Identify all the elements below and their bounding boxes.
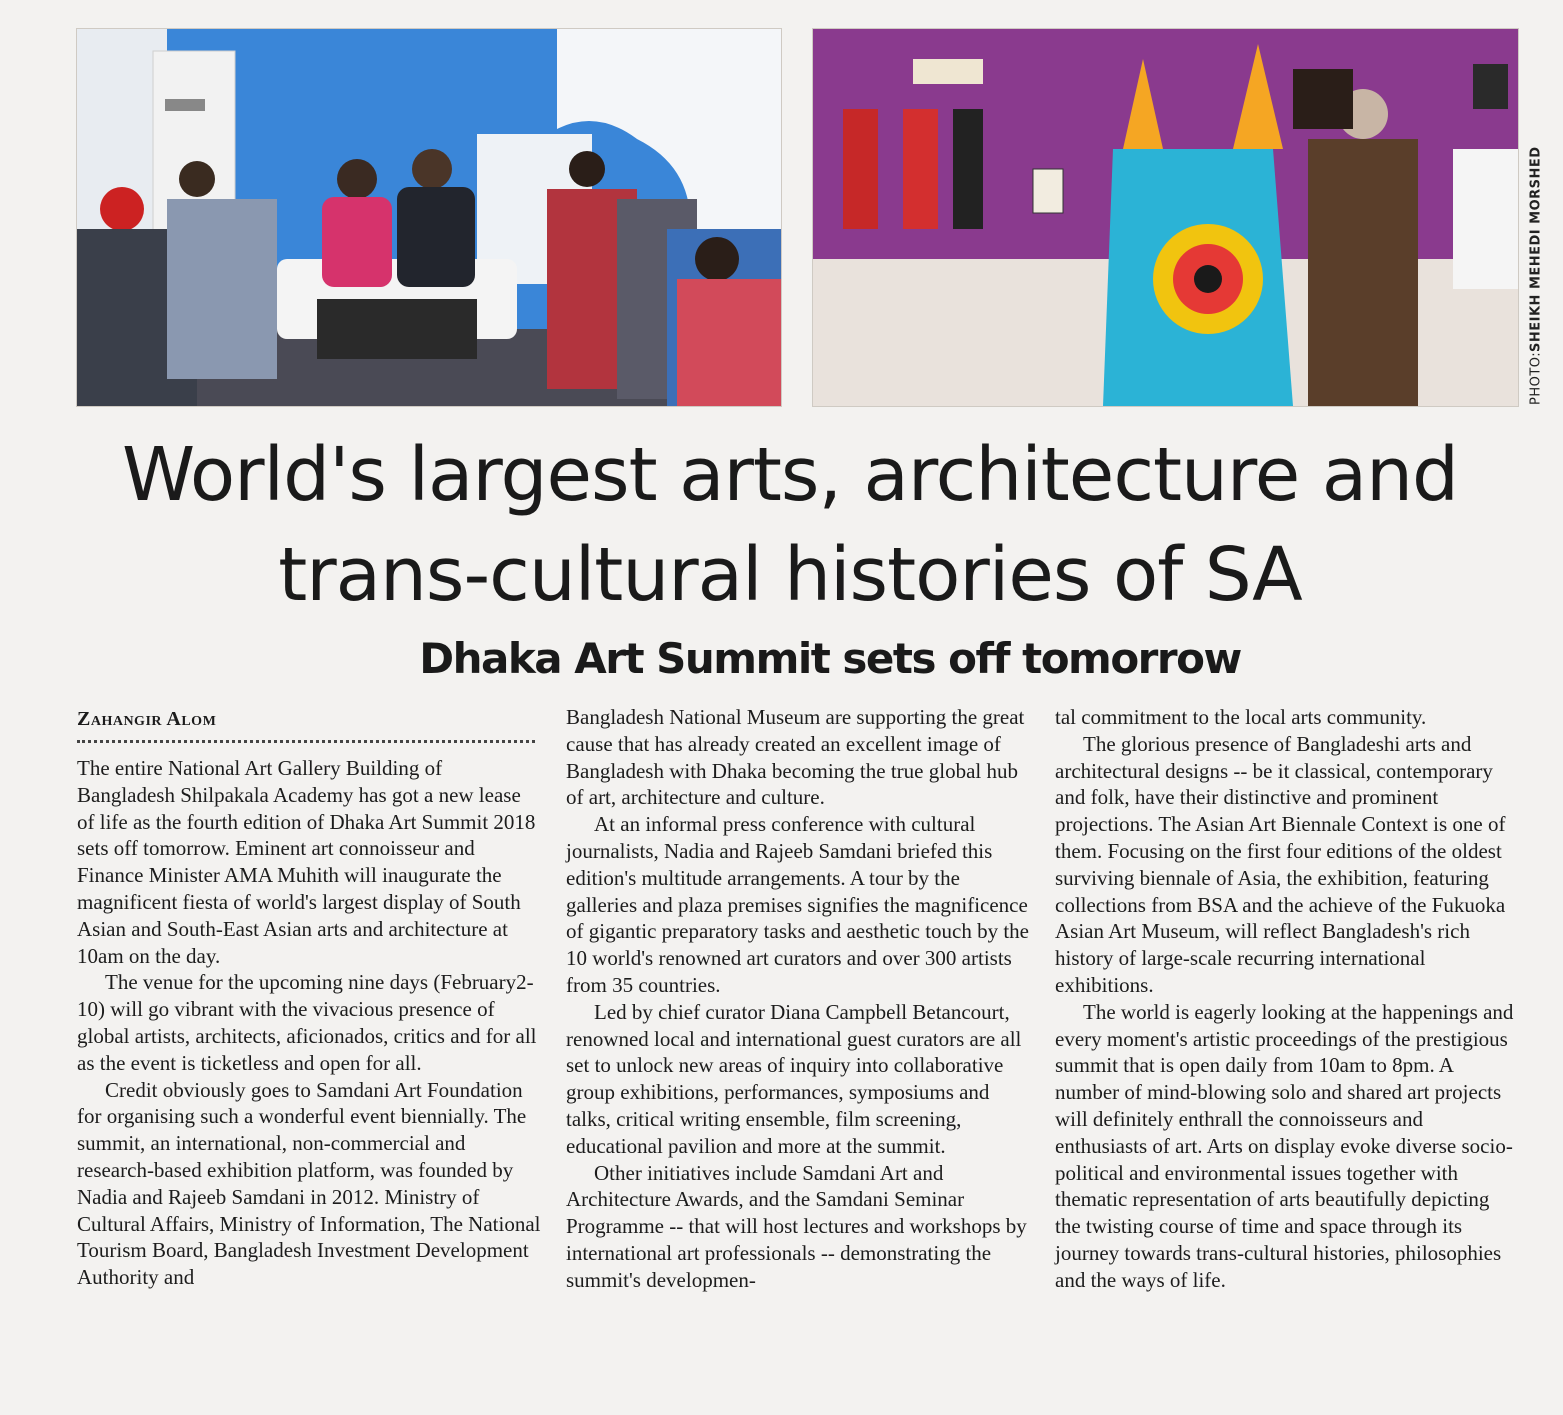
paragraph: The world is eagerly looking at the happenings and every moment's artistic proceedings of the prestigious summit that is open daily from 10am to 8pm. A number of mind-blowing solo and shared art projects will definitely enthrall the connoisseurs and enthusiasts of art. Arts on display evoke diverse socio-political and environmental issues together with thematic representation of arts beautifully depicting the twisting course of time and space through its journey towards trans-cultural histories, philosophies and the ways of life. [1055, 999, 1514, 1292]
paragraph: The glorious presence of Bangladeshi arts and architectural designs -- be it classical, contemporary and folk, have their distinctive and prominent projections. The Asian Art Biennale Context is one of them. Focusing on the first four editions of the oldest surviving biennale of Asia, the exhibition, featuring collections from BSA and the achieve of the Fukuoka Asian Art Museum, will reflect Bangladesh's rich history of large-scale recurring international exhibitions. [1055, 731, 1506, 997]
byline-divider [77, 740, 535, 743]
article-column-3 [1055, 704, 1520, 1294]
paragraph: Led by chief curator Diana Campbell Betancourt, renowned local and international guest curators are all set to unlock new areas of inquiry into collaborative group exhibitions, performances, symposiums and talks, critical writing ensemble, film screening, educational pavilion and more at the summit. [566, 999, 1022, 1158]
byline: Zahangir Alom [77, 708, 217, 730]
paragraph: The entire National Art Gallery Building of Bangladesh Shilpakala Academy has got a new lease of life as the fourth edition of Dhaka Art Summit 2018 sets off tomorrow. Eminent art connoisseur and Finance Minister AMA Muhith will inaugurate the magnificent fiesta of world's largest display of South Asian and South-East Asian arts and architecture at 10am on the day. [77, 756, 536, 968]
paragraph: Credit obviously goes to Samdani Art Foundation for organising such a wonderful event biennially. The summit, an international, non-commercial and research-based exhibition platform, was founded by Nadia and Rajeeb Samdani in 2012. Ministry of Cultural Affairs, Ministry of Information, The National Tourism Board, Bangladesh Investment Development Authority and [77, 1077, 541, 1290]
paragraph: tal commitment to the local arts community. [1055, 705, 1427, 729]
paragraph: The venue for the upcoming nine days (February2-10) will go vibrant with the vivacious presence of global artists, architects, aficionados, critics and for all as the event is ticketless and open for all. [77, 970, 537, 1075]
paragraph: Other initiatives include Samdani Art and Architecture Awards, and the Samdani Seminar Programme -- that will host lectures and workshops by international art professionals -- demonstrating the summit's developmen- [566, 1160, 1027, 1292]
paragraph: At an informal press conference with cultural journalists, Nadia and Rajeeb Samdani briefed this edition's multitude arrangements. A tour by the galleries and plaza premises signifies the magnificence of gigantic preparatory tasks and aesthetic touch by the 10 world's renowned art curators and over 300 artists from 35 countries. [566, 812, 1030, 997]
paragraph: Bangladesh National Museum are supporting the great cause that has already created an excellent image of Bangladesh with Dhaka becoming the true global hub of art, architecture and culture. [566, 705, 1025, 810]
article-column-2 [566, 704, 1031, 1294]
press-conference-photo [76, 28, 782, 407]
gallery-installation-photo [812, 28, 1519, 407]
article-column-1 [77, 704, 542, 1291]
photo-credit: PHOTO: SHEIKH MEHEDI MORSHED [1528, 146, 1544, 405]
subheadline: Dhaka Art Summit sets off tomorrow [419, 634, 1241, 683]
headline: World's largest arts, architecture and trans-cultural histories of SA [122, 432, 1458, 618]
